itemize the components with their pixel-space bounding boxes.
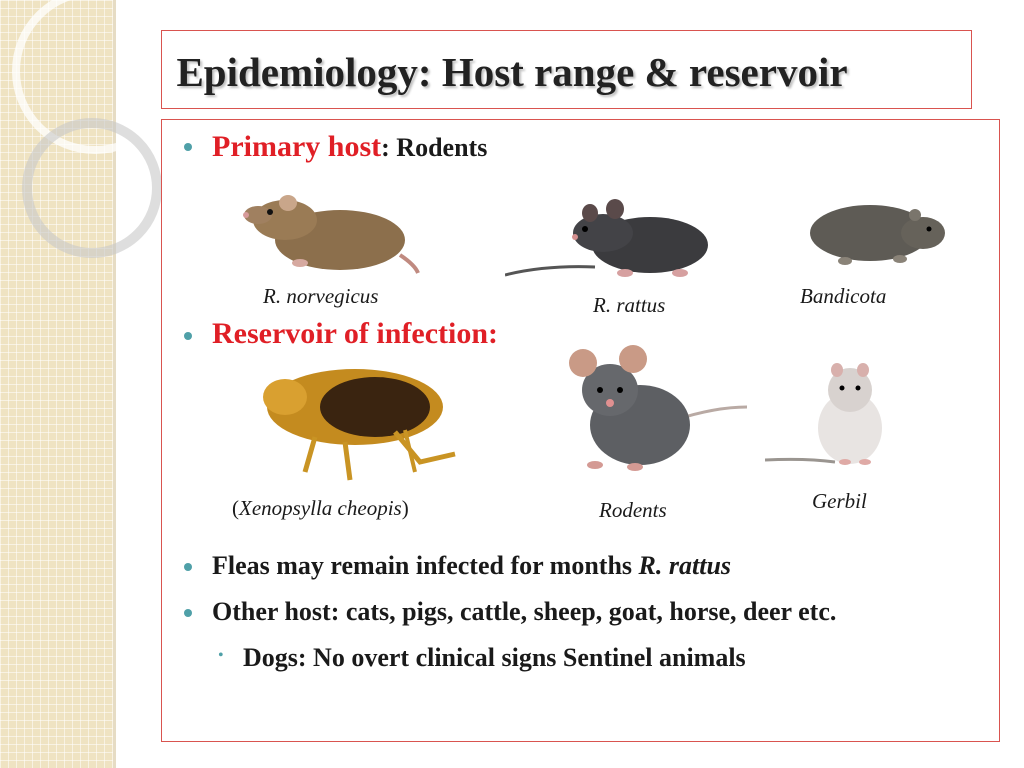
caption-xenopsylla xyxy=(232,496,409,521)
rat-norvegicus-image xyxy=(240,185,420,275)
caption-paren-open: ( xyxy=(232,496,239,520)
bullet-reservoir xyxy=(184,332,192,340)
caption-bandicota: Bandicota xyxy=(800,284,887,308)
caption-r-norvegicus: R. norvegicus xyxy=(263,284,379,308)
gerbil-image xyxy=(765,358,910,470)
bullet-fleas xyxy=(184,563,192,571)
sub-bullet-dogs: • xyxy=(218,647,224,664)
flea-xenopsylla-image xyxy=(255,362,460,487)
fleas-species: R. rattus xyxy=(638,551,732,580)
rodent-image xyxy=(565,345,750,475)
primary-host-line xyxy=(212,130,487,164)
rat-rattus-image xyxy=(505,195,710,285)
bandicota-image xyxy=(805,195,950,270)
slide-title: Epidemiology: Host range & reservoir xyxy=(176,49,848,95)
caption-flea-name: Xenopsylla cheopis xyxy=(239,496,402,520)
caption-gerbil: Gerbil xyxy=(812,489,867,513)
primary-host-value: : Rodents xyxy=(381,133,488,162)
caption-r-rattus: R. rattus xyxy=(593,293,666,317)
bullet-primary-host xyxy=(184,143,192,151)
caption-paren-close: ) xyxy=(401,496,409,520)
caption-rodents: Rodents xyxy=(599,498,667,522)
fleas-line xyxy=(212,551,731,581)
dogs-line: Dogs: No overt clinical signs Sentinel animals xyxy=(243,643,746,672)
reservoir-heading: Reservoir of infection: xyxy=(212,317,499,350)
bullet-other-host xyxy=(184,609,192,617)
fleas-text: Fleas may remain infected for months xyxy=(212,551,639,580)
primary-host-label: Primary host xyxy=(212,130,382,163)
decor-ring-middle xyxy=(22,118,162,258)
other-host-line: Other host: cats, pigs, cattle, sheep, goat, horse, deer etc. xyxy=(212,597,837,626)
